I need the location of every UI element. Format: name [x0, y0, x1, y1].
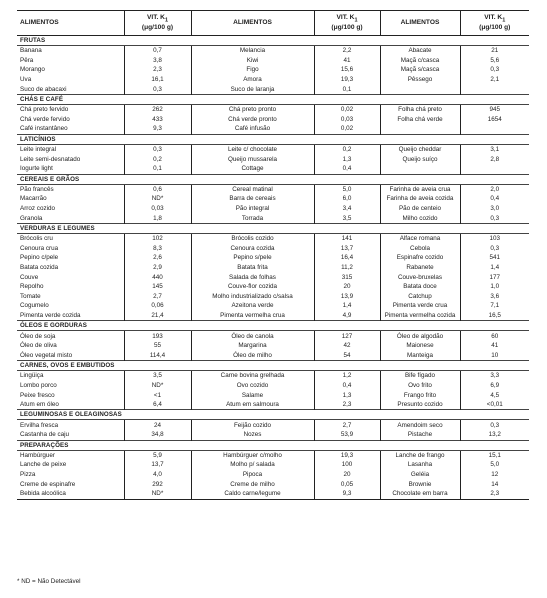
food-name-cell: Óleo de soja [20, 332, 56, 340]
vitamin-k-value-cell: 10 [460, 350, 529, 360]
vitamin-k-value-cell: 127 [314, 331, 380, 341]
food-name-cell: Uva [20, 76, 32, 84]
food-name-cell: Lingüiça [20, 372, 44, 380]
table-row [17, 272, 529, 282]
vitamin-k-value-cell: 20 [314, 470, 380, 480]
table-row [17, 381, 529, 391]
vitamin-k-value-cell: 103 [460, 233, 529, 243]
food-name-cell: Folha chá verde [380, 115, 460, 125]
vitamin-k-value-cell: 34,8 [124, 430, 191, 440]
header-food-2: ALIMENTOS [191, 11, 314, 36]
food-name-cell: Nozes [191, 430, 314, 440]
header-food-1: ALIMENTOS [17, 11, 124, 36]
food-name-cell: Batata cozida [20, 263, 59, 271]
vitamin-k-value-cell: 7,1 [460, 301, 529, 311]
food-name-cell: Amora [191, 75, 314, 85]
food-name-cell: Salame [191, 390, 314, 400]
food-name-cell: Maionese [380, 341, 460, 351]
food-name-cell: Figo [191, 65, 314, 75]
food-name-cell: Creme de espinafre [20, 480, 76, 488]
table-row [17, 263, 529, 273]
food-name-cell: Óleo vegetal misto [20, 351, 73, 359]
food-name-cell: Cenoura crua [20, 244, 59, 252]
vitamin-k-value-cell: 3,3 [460, 371, 529, 381]
food-name-cell: Pizza [20, 471, 36, 479]
vitamin-k-value-cell: 141 [314, 233, 380, 243]
food-name-cell: Maçã s/casca [380, 65, 460, 75]
vitamin-k-value-cell: 4,9 [314, 311, 380, 321]
food-name-cell: Castanha de caju [20, 431, 70, 439]
vitamin-k-value-cell: 1,3 [314, 390, 380, 400]
vitamin-k-value-cell: 53,9 [314, 430, 380, 440]
table-row [17, 244, 529, 254]
table-row [17, 450, 529, 460]
vitamin-k-value-cell: 3,1 [460, 144, 529, 154]
table-row [17, 144, 529, 154]
vitamin-k-value-cell: ND* [124, 194, 191, 204]
table-row [17, 291, 529, 301]
table-row [17, 115, 529, 125]
table-row [17, 213, 529, 223]
vitamin-k-value-cell: 41 [314, 56, 380, 66]
table-body [17, 36, 529, 500]
food-name-cell: Pão integral [191, 204, 314, 214]
section-header-row [17, 174, 529, 184]
food-name-cell: Pêra [20, 56, 34, 64]
vitamin-k-value-cell: 21,4 [124, 311, 191, 321]
table-row [17, 460, 529, 470]
table-row [17, 341, 529, 351]
food-name-cell: Café instantâneo [20, 125, 68, 133]
food-name-cell: Chá verde pronto [191, 115, 314, 125]
food-name-cell: Folha chá preto [380, 104, 460, 114]
vitamin-k-value-cell: 1,0 [460, 282, 529, 292]
vitamin-k-value-cell: 0,03 [314, 115, 380, 125]
food-name-cell: Leite semi-desnatado [20, 155, 81, 163]
food-name-cell: Lanche de frango [380, 450, 460, 460]
vitamin-k-value-cell: 9,3 [314, 489, 380, 499]
table-row [17, 46, 529, 56]
vitamin-k-value-cell: 13,7 [314, 244, 380, 254]
table-row [17, 301, 529, 311]
food-name-cell: Brócolis cru [20, 235, 53, 243]
food-name-cell: Cottage [191, 164, 314, 174]
section-title: ÓLEOS E GORDURAS [17, 321, 529, 331]
food-name-cell: Lombo porco [20, 381, 57, 389]
food-name-cell: Atum em salmoura [191, 400, 314, 410]
section-title: VERDURAS E LEGUMES [17, 223, 529, 233]
food-name-cell: Kiwi [191, 56, 314, 66]
food-name-cell: Repolho [20, 283, 44, 291]
food-name-cell: Brócolis cozido [191, 233, 314, 243]
food-name-cell: Pimenta verde crua [380, 301, 460, 311]
vitamin-k-value-cell: 13,2 [460, 430, 529, 440]
vitamin-k-value-cell: 177 [460, 272, 529, 282]
vitamin-k-value-cell: 3,8 [124, 56, 191, 66]
vitamin-k-value-cell: 2,8 [460, 154, 529, 164]
food-name-cell: Café infusão [191, 124, 314, 134]
vitamin-k-value-cell: 5,6 [460, 56, 529, 66]
food-name-cell: Pipoca [191, 470, 314, 480]
food-name-cell: Rabanete [380, 263, 460, 273]
vitamin-k-value-cell: 102 [124, 233, 191, 243]
food-name-cell: Leite c/ chocolate [191, 144, 314, 154]
table-row [17, 311, 529, 321]
vitamin-k-value-cell: 1,4 [314, 301, 380, 311]
vitamin-k-value-cell: 0,03 [124, 204, 191, 214]
food-name-cell: Óleo de algodão [380, 331, 460, 341]
vitamin-k-value-cell: 13,7 [124, 460, 191, 470]
food-name-cell: Bife fígado [380, 371, 460, 381]
food-name-cell: Molho industrializado c/salsa [191, 291, 314, 301]
vitamin-k-value-cell: 0,2 [124, 154, 191, 164]
vitamin-k-value-cell: 433 [124, 115, 191, 125]
food-name-cell: Ovo frito [380, 381, 460, 391]
food-name-cell: Geléia [380, 470, 460, 480]
vitamin-k-value-cell: 0,3 [460, 213, 529, 223]
food-name-cell: Suco de abacaxi [20, 85, 67, 93]
header-vit-3: VIT. $K_1$ (μg/100 g) [460, 11, 529, 36]
vitamin-k-value-cell: 292 [124, 479, 191, 489]
food-name-cell: Arroz cozido [20, 205, 55, 213]
header-food-3: ALIMENTOS [380, 11, 460, 36]
table-row [17, 233, 529, 243]
food-name-cell: Molho p/ salada [191, 460, 314, 470]
food-name-cell: Pimenta vermelha cozida [380, 311, 460, 321]
vitamin-k-value-cell: 4,0 [124, 470, 191, 480]
section-header-row [17, 440, 529, 450]
vitamin-k-value-cell: 1654 [460, 115, 529, 125]
food-name-cell: Amendoim seco [380, 420, 460, 430]
vitamin-k-value-cell: 60 [460, 331, 529, 341]
section-title: FRUTAS [17, 36, 529, 46]
table-row [17, 164, 529, 174]
section-header-row [17, 410, 529, 420]
food-name-cell: Cogumelo [20, 302, 49, 310]
food-name-cell: Chocolate em barra [380, 489, 460, 499]
vitamin-k-value-cell: <0,01 [460, 400, 529, 410]
table-row [17, 420, 529, 430]
table-row [17, 470, 529, 480]
food-name-cell: Couve-flor cozida [191, 282, 314, 292]
header-vit-2: VIT. $K_1$ (μg/100 g) [314, 11, 380, 36]
vitamin-k-value-cell: 6,4 [124, 400, 191, 410]
vitamin-k-value-cell: 2,3 [314, 400, 380, 410]
food-name-cell: Couve-bruxelas [380, 272, 460, 282]
vitamin-k-value-cell: 440 [124, 272, 191, 282]
vitamin-k-value-cell [460, 124, 529, 134]
vitamin-k-value-cell: 16,5 [460, 311, 529, 321]
section-title: CEREAIS E GRÃOS [17, 174, 529, 184]
vitamin-k-value-cell: 5,9 [124, 450, 191, 460]
vitamin-k-value-cell: 100 [314, 460, 380, 470]
section-title: CARNES, OVOS E EMBUTIDOS [17, 361, 529, 371]
food-name-cell: Cereal matinal [191, 184, 314, 194]
food-name-cell: Azeitona verde [191, 301, 314, 311]
vitamin-k-value-cell: 15,6 [314, 65, 380, 75]
vitamin-k-value-cell: 21 [460, 46, 529, 56]
vitamin-k-value-cell: 5,0 [460, 460, 529, 470]
vitamin-k-value-cell: 541 [460, 253, 529, 263]
food-name-cell: Feijão cozido [191, 420, 314, 430]
vitamin-k-value-cell: 1,3 [314, 154, 380, 164]
vitamin-k-value-cell: 6,0 [314, 194, 380, 204]
food-name-cell: Óleo de canola [191, 331, 314, 341]
vitamin-k-value-cell: 12 [460, 470, 529, 480]
vitamin-k-value-cell: 1,2 [314, 371, 380, 381]
food-name-cell: Carne bovina grelhada [191, 371, 314, 381]
food-name-cell: Hambúrguer c/molho [191, 450, 314, 460]
vitamin-k-value-cell: 54 [314, 350, 380, 360]
food-name-cell: Pepino c/pele [20, 254, 59, 262]
food-name-cell: Óleo de milho [191, 350, 314, 360]
vitamin-k-value-cell: 16,4 [314, 253, 380, 263]
table-row [17, 489, 529, 499]
vitamin-k-value-cell: 0,3 [460, 65, 529, 75]
vitamin-k-value-cell: 19,3 [314, 450, 380, 460]
vitamin-k-value-cell: <1 [124, 390, 191, 400]
vitamin-k-value-cell: 0,1 [124, 164, 191, 174]
section-header-row [17, 94, 529, 104]
food-name-cell: Cebola [380, 244, 460, 254]
vitamin-k-value-cell: 3,5 [314, 213, 380, 223]
footnote: * ND = Não Detectável [17, 578, 81, 585]
vitamin-k-value-cell: 0,4 [460, 194, 529, 204]
food-name-cell: Pistache [380, 430, 460, 440]
food-name-cell: Banana [20, 47, 42, 55]
vitamin-k-value-cell: 0,7 [124, 46, 191, 56]
vitamin-k-value-cell: 0,6 [124, 184, 191, 194]
food-name-cell: Batata doce [380, 282, 460, 292]
food-name-cell: Queijo mussarela [191, 154, 314, 164]
food-name-cell: Óleo de oliva [20, 342, 57, 350]
food-name-cell: Abacate [380, 46, 460, 56]
table-row [17, 430, 529, 440]
food-name-cell: Ovo cozido [191, 381, 314, 391]
food-name-cell: Torrada [191, 213, 314, 223]
food-name-cell: Batata frita [191, 263, 314, 273]
table-header-row [17, 11, 529, 36]
vitamin-k-value-cell: 2,3 [124, 65, 191, 75]
vitamin-k-value-cell: 315 [314, 272, 380, 282]
vitamin-k-value-cell: 0,1 [314, 84, 380, 94]
vitamin-k-value-cell: 15,1 [460, 450, 529, 460]
food-name-cell: Brownie [380, 479, 460, 489]
food-name-cell: Suco de laranja [191, 84, 314, 94]
section-title: CHÁS E CAFÉ [17, 94, 529, 104]
table-row [17, 124, 529, 134]
food-name-cell: Queijo cheddar [380, 144, 460, 154]
food-name-cell: Catchup [380, 291, 460, 301]
section-header-row [17, 134, 529, 144]
vitamin-k-value-cell: 3,6 [460, 291, 529, 301]
food-name-cell [380, 164, 460, 174]
food-name-cell: Margarina [191, 341, 314, 351]
vitamin-k-value-cell [460, 84, 529, 94]
food-name-cell: Queijo suíço [380, 154, 460, 164]
vitamin-k-value-cell: 114,4 [124, 350, 191, 360]
vitamin-k-value-cell: 0,3 [124, 144, 191, 154]
vitamin-k-value-cell [460, 164, 529, 174]
vitamin-k-value-cell: 0,4 [314, 164, 380, 174]
vitamin-k-value-cell: 8,3 [124, 244, 191, 254]
table-row [17, 184, 529, 194]
vitamin-k-value-cell: 2,7 [124, 291, 191, 301]
vitamin-k-value-cell: 0,02 [314, 104, 380, 114]
vitamin-k-value-cell: 4,5 [460, 390, 529, 400]
vitamin-k-value-cell: 2,2 [314, 46, 380, 56]
food-name-cell: Pimenta verde cozida [20, 311, 81, 319]
food-name-cell: Salada de folhas [191, 272, 314, 282]
vitamin-k-value-cell: 2,6 [124, 253, 191, 263]
food-name-cell [380, 84, 460, 94]
table-row [17, 75, 529, 85]
vitamin-k-value-cell: 2,7 [314, 420, 380, 430]
vitamin-k-value-cell: 0,06 [124, 301, 191, 311]
food-name-cell: Pão de centeio [380, 204, 460, 214]
vitamin-k-value-cell: 42 [314, 341, 380, 351]
table-row [17, 479, 529, 489]
food-name-cell: Chá verde fervido [20, 115, 70, 123]
food-name-cell: Chá preto fervido [20, 106, 69, 114]
food-name-cell: Alface romana [380, 233, 460, 243]
vitamin-k-value-cell: 2,1 [460, 75, 529, 85]
food-name-cell: Lasanha [380, 460, 460, 470]
food-name-cell: Pão francês [20, 185, 54, 193]
vitamin-k-value-cell: 20 [314, 282, 380, 292]
vitamin-k-value-cell: 41 [460, 341, 529, 351]
food-name-cell: Barra de cereais [191, 194, 314, 204]
vitamin-k-value-cell: 0,02 [314, 124, 380, 134]
section-header-row [17, 36, 529, 46]
vitamin-k-value-cell: 945 [460, 104, 529, 114]
vitamin-k-value-cell: 9,3 [124, 124, 191, 134]
food-name-cell: Iogurte light [20, 165, 53, 173]
food-name-cell: Espinafre cozido [380, 253, 460, 263]
section-header-row [17, 223, 529, 233]
vitamin-k-value-cell: 0,05 [314, 479, 380, 489]
food-name-cell: Melancia [191, 46, 314, 56]
vitamin-k-value-cell: 19,3 [314, 75, 380, 85]
food-name-cell: Atum em óleo [20, 401, 59, 409]
food-name-cell: Creme de milho [191, 479, 314, 489]
vitamin-k-value-cell: 262 [124, 104, 191, 114]
table-row [17, 204, 529, 214]
food-name-cell: Chá preto pronto [191, 104, 314, 114]
vitamin-k-value-cell: 3,5 [124, 371, 191, 381]
food-name-cell: Presunto cozido [380, 400, 460, 410]
vitamin-k-value-cell: 11,2 [314, 263, 380, 273]
table-row [17, 282, 529, 292]
vitamin-k-value-cell: ND* [124, 381, 191, 391]
food-name-cell: Hambúrguer [20, 451, 55, 459]
vitamin-k-value-cell: 2,0 [460, 184, 529, 194]
food-name-cell: Bebida alcoólica [17, 489, 124, 499]
food-name-cell: Caldo carne/legume [191, 489, 314, 499]
vitamin-k-value-cell: 3,0 [460, 204, 529, 214]
food-name-cell: Milho cozido [380, 213, 460, 223]
food-name-cell: Peixe fresco [20, 391, 55, 399]
food-name-cell: Lanche de peixe [20, 461, 67, 469]
vitamin-k-value-cell: 145 [124, 282, 191, 292]
table-row [17, 331, 529, 341]
vitamin-k-value-cell: 55 [124, 341, 191, 351]
table-row [17, 65, 529, 75]
table-row [17, 84, 529, 94]
vitamin-k-value-cell: 5,0 [314, 184, 380, 194]
vitamin-k-value-cell: 193 [124, 331, 191, 341]
food-name-cell: Couve [20, 273, 39, 281]
food-name-cell: Pepino s/pele [191, 253, 314, 263]
vitamin-k-table [17, 10, 529, 500]
vitamin-k-value-cell: 0,4 [314, 381, 380, 391]
vitamin-k-value-cell: 24 [124, 420, 191, 430]
header-vit-1: VIT. $K_1$ (μg/100 g) [124, 11, 191, 36]
table-row [17, 390, 529, 400]
food-name-cell: Farinha de aveia crua [380, 184, 460, 194]
food-name-cell: Farinha de aveia cozida [380, 194, 460, 204]
food-name-cell: Tomate [20, 292, 41, 300]
food-name-cell: Maçã c/casca [380, 56, 460, 66]
vitamin-k-value-cell: 0,3 [460, 244, 529, 254]
table-row [17, 104, 529, 114]
vitamin-k-value-cell: 14 [460, 479, 529, 489]
vitamin-k-value-cell: 0,3 [460, 420, 529, 430]
table-row [17, 350, 529, 360]
food-name-cell: Manteiga [380, 350, 460, 360]
section-header-row [17, 321, 529, 331]
vitamin-k-value-cell: 6,9 [460, 381, 529, 391]
food-name-cell: Ervilha fresca [20, 421, 59, 429]
section-title: LEGUMINOSAS E OLEAGINOSAS [17, 410, 529, 420]
table-row [17, 400, 529, 410]
table-row [17, 194, 529, 204]
food-name-cell: Pimenta vermelha crua [191, 311, 314, 321]
section-header-row [17, 361, 529, 371]
table-row [17, 56, 529, 66]
food-name-cell: Granola [20, 214, 43, 222]
food-name-cell: Frango frito [380, 390, 460, 400]
vitamin-k-value-cell: 0,2 [314, 144, 380, 154]
vitamin-k-value-cell: 1,4 [460, 263, 529, 273]
food-name-cell: Macarrão [20, 195, 47, 203]
section-title: LATICÍNIOS [17, 134, 529, 144]
vitamin-k-value-cell: 0,3 [124, 84, 191, 94]
food-name-cell: Leite integral [20, 146, 57, 154]
vitamin-k-value-cell: 13,9 [314, 291, 380, 301]
food-name-cell: Pêssego [380, 75, 460, 85]
vitamin-k-value-cell: 2,3 [460, 489, 529, 499]
vitamin-k-value-cell: ND* [124, 489, 191, 499]
table-row [17, 371, 529, 381]
food-name-cell: Morango [20, 66, 45, 74]
vitamin-k-value-cell: 2,9 [124, 263, 191, 273]
vitamin-k-value-cell: 3,4 [314, 204, 380, 214]
section-title: PREPARAÇÕES [17, 440, 529, 450]
food-name-cell: Cenoura cozida [191, 244, 314, 254]
food-name-cell [380, 124, 460, 134]
table-row [17, 253, 529, 263]
table-row [17, 154, 529, 164]
vitamin-k-value-cell: 1,8 [124, 213, 191, 223]
vitamin-k-value-cell: 16,1 [124, 75, 191, 85]
